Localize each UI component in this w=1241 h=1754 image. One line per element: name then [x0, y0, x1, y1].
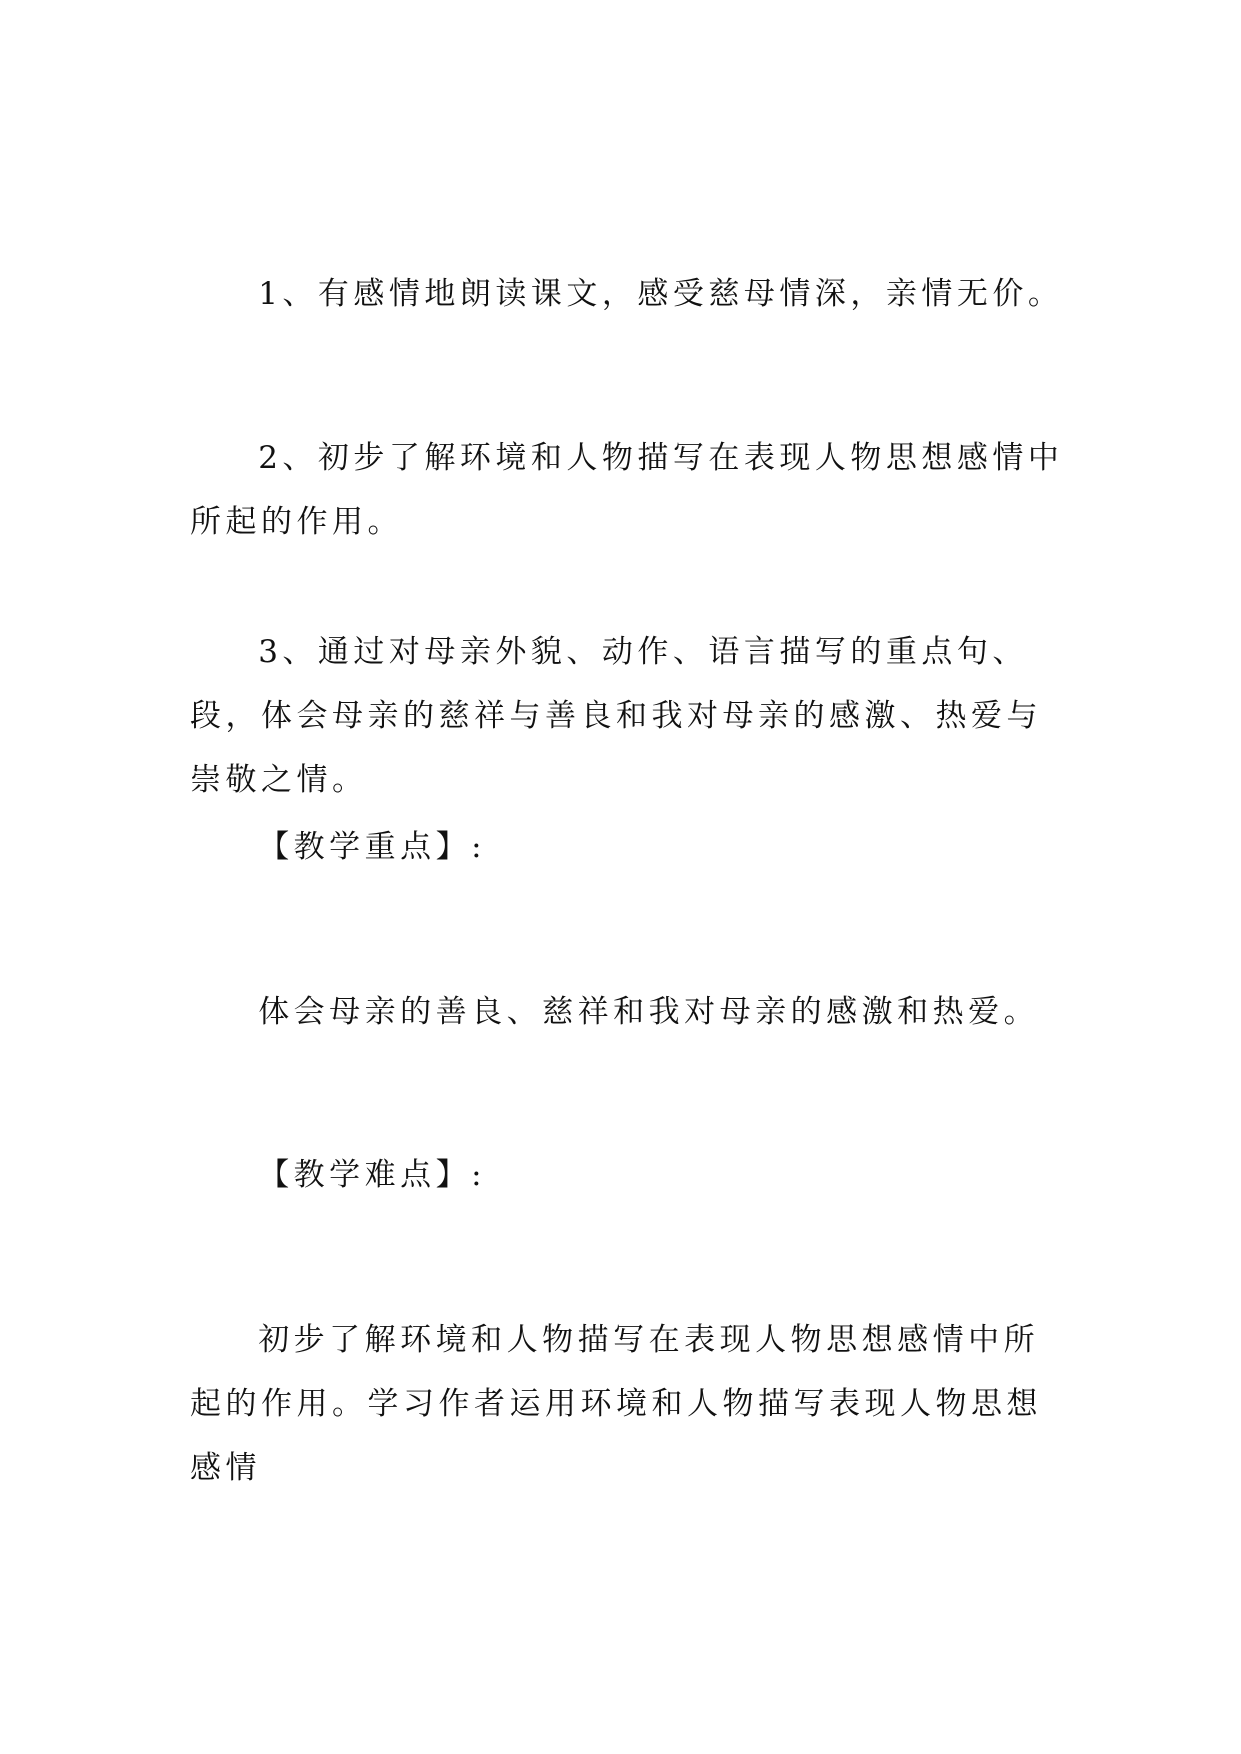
teaching-difficulty-heading: 【教学难点】:: [258, 1157, 487, 1193]
teaching-focus-text: 体会母亲的善良、慈祥和我对母亲的感激和热爱。: [258, 994, 1040, 1030]
teaching-focus-heading: 【教学重点】:: [258, 829, 487, 865]
objective-2: 2、初步了解环境和人物描写在表现人物思想感情中所起的作用。: [190, 440, 1064, 540]
objective-1: 1、有感情地朗读课文，感受慈母情深，亲情无价。: [258, 276, 1064, 312]
objective-3: 3、通过对母亲外貌、动作、语言描写的重点句、段，体会母亲的慈祥与善良和我对母亲的感激、热爱与崇敬之情。: [190, 634, 1042, 798]
teaching-difficulty-text: 初步了解环境和人物描写在表现人物思想感情中所起的作用。学习作者运用环境和人物描写表现人物思想感情: [190, 1322, 1042, 1486]
